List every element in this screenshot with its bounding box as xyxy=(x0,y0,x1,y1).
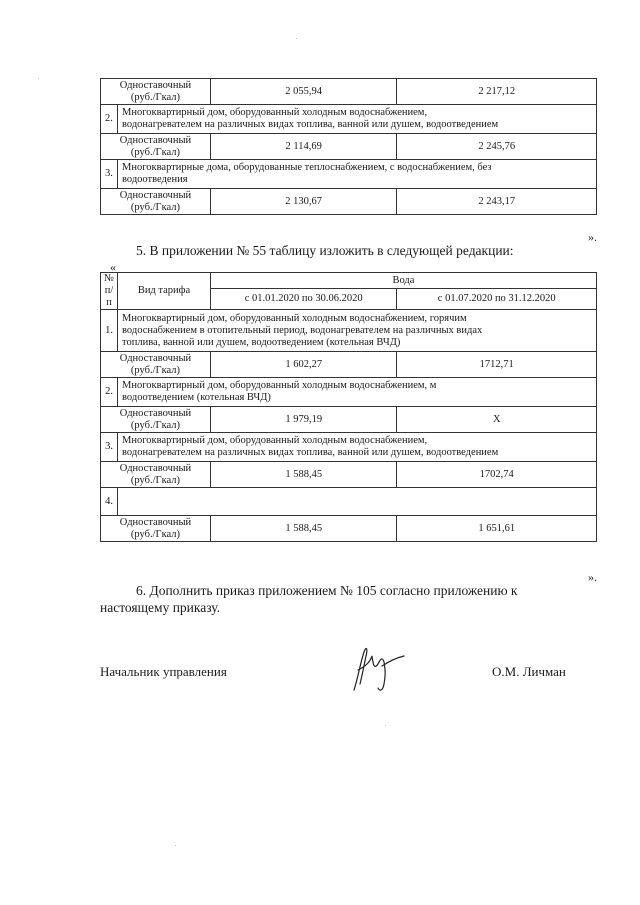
tariff-unit: (руб./Гкал) xyxy=(130,91,180,103)
header-number-line2: п/п xyxy=(104,285,114,308)
description-line: Многоквартирный дом, оборудованный холодным водоснабжением, xyxy=(122,435,428,446)
tariff-value-period-2: Х xyxy=(397,407,597,433)
consumer-category-row xyxy=(101,105,597,134)
opening-quote: « xyxy=(110,260,116,274)
description-line: Многоквартирный дом, оборудованный холодным водоснабжением, горячим xyxy=(122,312,467,324)
category-description xyxy=(117,160,596,189)
tariff-value-period-1: 1 602,27 xyxy=(210,352,397,378)
tariff-unit: (руб./Гкал) xyxy=(130,146,180,158)
tariff-value-period-1: 2 114,69 xyxy=(210,134,397,160)
tariff-value-period-2: 2 245,76 xyxy=(397,134,597,160)
tariff-label-line1: Одноставочный xyxy=(119,462,192,474)
tariff-row xyxy=(101,462,597,488)
tariff-unit: (руб./Гкал) xyxy=(130,419,181,431)
tariff-value-period-2: 1712,71 xyxy=(397,352,597,378)
tariff-unit: (руб./Гкал) xyxy=(130,474,181,486)
tariff-label xyxy=(101,189,211,215)
tariff-value-period-1: 2 130,67 xyxy=(210,189,397,215)
tariff-row xyxy=(101,134,597,160)
signatory-name: О.М. Личман xyxy=(492,664,566,679)
description-line: водоснабжением в отопительный период, водонагревателем на различных видах xyxy=(122,324,483,336)
tariff-value-period-1: 1 588,45 xyxy=(210,462,397,488)
consumer-category-row xyxy=(101,433,597,462)
tariff-value-period-1: 1 588,45 xyxy=(210,516,397,542)
tariff-label-line1: Одноставочный xyxy=(119,189,192,201)
tariff-label-line1: Одноставочный xyxy=(119,516,192,528)
tariff-label xyxy=(101,79,211,105)
tariff-value-period-1: 1 979,19 xyxy=(210,407,397,433)
description-line: водоотведения xyxy=(121,174,188,185)
row-number: 3. xyxy=(101,160,118,189)
header-number-line1: № xyxy=(104,273,115,284)
row-number: 1. xyxy=(101,310,118,352)
tariff-row xyxy=(101,407,597,433)
tariff-unit: (руб./Гкал) xyxy=(130,364,181,376)
tariff-label xyxy=(101,516,211,542)
tariff-row xyxy=(101,189,597,215)
header-number xyxy=(101,273,118,310)
row-number: 2. xyxy=(101,105,118,134)
tariff-value-period-2: 2 217,12 xyxy=(397,79,597,105)
tariff-row xyxy=(101,79,597,105)
scan-speck xyxy=(38,78,39,79)
description-line: водоотведением (котельная ВЧД) xyxy=(122,392,271,403)
tariff-table-continued xyxy=(100,78,597,215)
tariff-value-period-1: 2 055,94 xyxy=(210,79,397,105)
paragraph-6-line2: настоящему приказу. xyxy=(100,600,221,615)
closing-quote-2: ». xyxy=(588,570,597,584)
scan-speck xyxy=(296,38,297,39)
consumer-category-row xyxy=(101,310,597,352)
signatory-position: Начальник управления xyxy=(100,664,227,679)
tariff-row xyxy=(101,352,597,378)
row-number: 4. xyxy=(101,488,118,516)
row-number: 2. xyxy=(101,378,118,407)
scan-speck xyxy=(385,725,386,726)
handwritten-signature xyxy=(340,644,410,694)
tariff-unit: (руб./Гкал) xyxy=(130,528,181,540)
tariff-table-appendix-55 xyxy=(100,272,597,542)
tariff-label-line1: Одноставочный xyxy=(119,407,192,419)
header-water: Вода xyxy=(210,273,596,289)
category-description xyxy=(118,433,597,462)
header-period-2: с 01.07.2020 по 31.12.2020 xyxy=(397,289,597,310)
tariff-label xyxy=(101,352,211,378)
consumer-category-row xyxy=(101,378,597,407)
header-tariff-type: Вид тарифа xyxy=(118,273,211,310)
paragraph-6-line1: 6. Дополнить приказ приложением № 105 согласно приложению к xyxy=(136,583,518,598)
tariff-label xyxy=(101,407,211,433)
category-description xyxy=(118,378,597,407)
paragraph-5: 5. В приложении № 55 таблицу изложить в следующей редакции: xyxy=(136,243,514,258)
row-number: 3. xyxy=(101,433,118,462)
tariff-label xyxy=(101,134,211,160)
closing-quote: ». xyxy=(588,230,597,244)
tariff-label-line1: Одноставочный xyxy=(119,79,192,91)
tariff-label-line1: Одноставочный xyxy=(119,134,192,146)
tariff-value-period-2: 2 243,17 xyxy=(397,189,597,215)
header-period-1: с 01.01.2020 по 30.06.2020 xyxy=(210,289,397,310)
tariff-row xyxy=(101,516,597,542)
tariff-unit: (руб./Гкал) xyxy=(130,201,180,213)
consumer-category-row xyxy=(101,488,597,516)
description-line: топлива, ванной или душем, водоотведением (котельная ВЧД) xyxy=(122,336,401,348)
category-description xyxy=(117,105,596,134)
category-description xyxy=(118,488,597,516)
consumer-category-row xyxy=(101,160,597,189)
tariff-value-period-2: 1702,74 xyxy=(397,462,597,488)
tariff-label-line1: Одноставочный xyxy=(119,352,192,364)
description-line: водонагревателем на различных видах топлива, ванной или душем, водоотведением xyxy=(121,119,499,130)
tariff-label xyxy=(101,462,211,488)
scan-speck xyxy=(175,845,176,846)
description-line: Многоквартирный дом, оборудованный холодным водоснабжением, м xyxy=(122,380,437,391)
description-line: Многоквартирный дом, оборудованный холодным водоснабжением, xyxy=(121,107,428,118)
description-line: Многоквартирные дома, оборудованные теплоснабжением, с водоснабжением, без xyxy=(121,162,492,173)
category-description xyxy=(118,310,597,352)
description-line: водонагревателем на различных видах топлива, ванной или душем, водоотведением xyxy=(122,447,499,458)
tariff-value-period-2: 1 651,61 xyxy=(397,516,597,542)
